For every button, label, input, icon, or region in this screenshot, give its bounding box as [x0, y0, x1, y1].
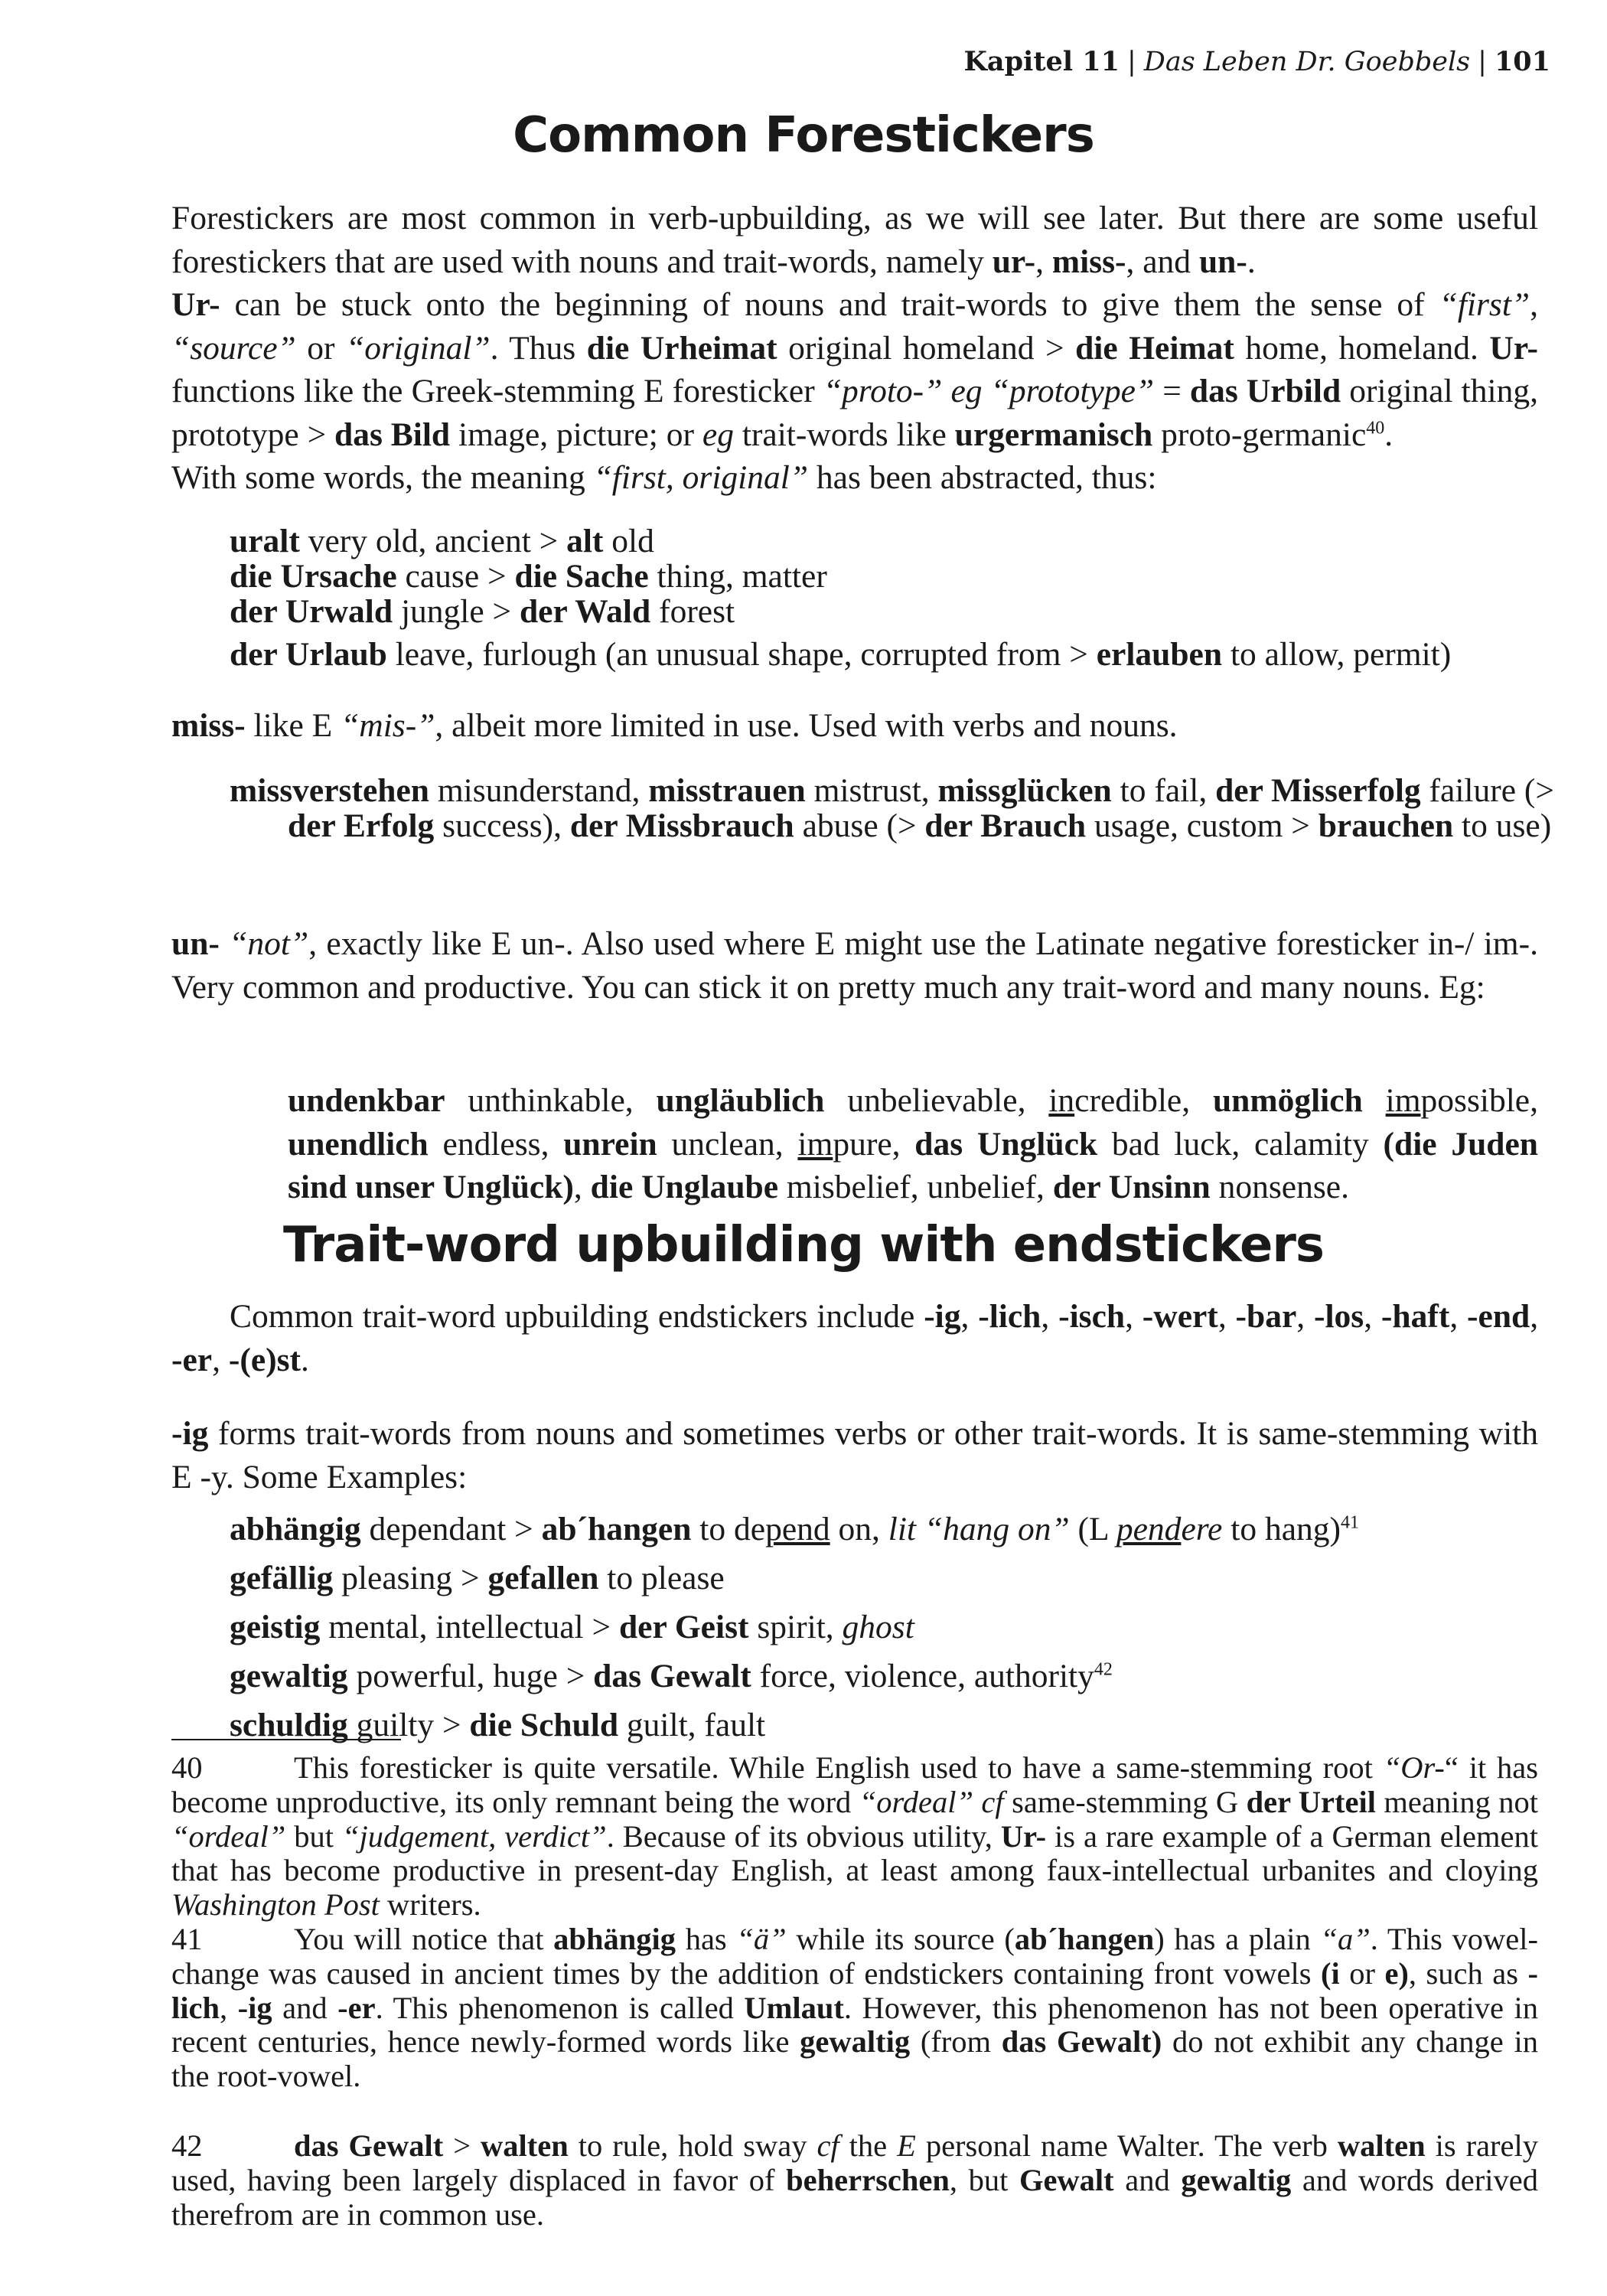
- footnote-ref-40[interactable]: 40: [1366, 418, 1385, 438]
- un-paragraph: un- “not”, exactly like E un-. Also used where E might use the Latinate negative foresticker in-/ im-. Very common and productive. You can stick it on pretty much any trait-word and many nouns. Eg:: [171, 925, 1538, 1006]
- chapter-label: Kapitel 11: [963, 46, 1120, 77]
- footnote-ref-41[interactable]: 41: [1341, 1512, 1360, 1533]
- page-number: 101: [1494, 46, 1550, 77]
- section-heading-common-forestickers: Common Forestickers: [513, 107, 1094, 164]
- un-examples: undenkbar unthinkable, ungläublich unbelievable, incredible, unmöglich impossible, unendlich endless, unrein unclean, impure, das Unglück bad luck, calamity (die Juden sind unser Unglück), die Unglaube misbelief, unbelief, der Unsinn nonsense.: [288, 1082, 1538, 1205]
- ig-examples: [230, 1505, 1538, 1750]
- list-item: schuldig guilty > die Schuld guilt, fault: [230, 1707, 766, 1743]
- miss-examples: missverstehen misunderstand, misstrauen mistrust, missglücken to fail, der Misserfolg failure (> der Erfolg success), der Missbrauch abuse (> der Brauch usage, custom > brauchen to use): [230, 772, 1554, 844]
- footnote-40: 40 This foresticker is quite versatile. While English used to have a same-stemming root “Or-“ it has become unproductive, its only remnant being the word “ordeal” cf same-stemming G der Urteil meaning not “ordeal” but “judgement, verdict”. Because of its obvious utility, Ur- is a rare example of a German element that has become productive in present-day English, at least among faux-intellectual urbanites and cloying Washington Post writers.: [171, 1750, 1539, 1923]
- intro-paragraph: Forestickers are most common in verb-upbuilding, as we will see later. But there are some useful forestickers that are used with nouns and trait-words, namely ur-, miss-, and un-. Ur- can be stuck onto the beginning of nouns and trait-words to give them the sense of “first”, “source” or “original”. Thus die Urheimat original homeland > die Heimat home, homeland. Ur- functions like the Greek-stemming E foresticker “proto-” eg “prototype” = das Urbild original thing, prototype > das Bild image, picture; or eg trait-words like urgermanisch proto-germanic$^{40}$. With some words, the meaning “first, original” has been abstracted, thus:: [171, 200, 1538, 496]
- list-item: abhängig dependant > ab´hangen to depend on, lit “hang on” (L pendere to hang)$^{41}$: [230, 1511, 1360, 1548]
- list-item: der Urwald jungle > der Wald forest: [230, 593, 735, 630]
- running-header: [963, 46, 1550, 77]
- footnote-42: 42 das Gewalt > walten to rule, hold sway cf the E personal name Walter. The verb walten is rarely used, having been largely displaced in favor of beherrschen, but Gewalt and gewaltig and words derived therefrom are in common use.: [171, 2128, 1539, 2232]
- list-item: der Urlaub leave, furlough (an unusual shape, corrupted from > erlauben to allow, permit): [230, 636, 1452, 673]
- header-separator: |: [1478, 47, 1487, 77]
- ur-paragraph: Ur- can be stuck onto the beginning of nouns and trait-words to give them the sense of “first”, “source” or “original”. Thus die Urheimat original homeland > die Heimat home, homeland. Ur- functions like the Greek-stemming E foresticker “proto-” eg “prototype” = das Urbild original thing, prototype > das Bild image, picture; or eg trait-words like urgermanisch proto-germanic$^{40}$.: [171, 286, 1538, 453]
- chapter-title: Das Leben Dr. Goebbels: [1143, 47, 1471, 77]
- ig-paragraph: -ig forms trait-words from nouns and sometimes verbs or other trait-words. It is same-stemming with E -y. Some Examples:: [171, 1415, 1538, 1495]
- list-item: geistig mental, intellectual > der Geist spirit, ghost: [230, 1609, 914, 1645]
- ur-examples: [230, 523, 1538, 672]
- section-heading-trait-word-upbuilding: Trait-word upbuilding with endstickers: [283, 1217, 1324, 1274]
- miss-paragraph: miss- like E “mis-”, albeit more limited in use. Used with verbs and nouns.: [171, 707, 1178, 744]
- footnote-41: 41 You will notice that abhängig has “ä” while its source (ab´hangen) has a plain “a”. This vowel-change was caused in ancient times by the addition of endstickers containing front vowels (i or e), such as -lich, -ig and -er. This phenomenon is called Umlaut. However, this phenomenon has not been operative in recent centuries, hence newly-formed words like gewaltig (from das Gewalt) do not exhibit any change in the root-vowel.: [171, 1922, 1539, 2094]
- list-item: uralt very old, ancient > alt old: [230, 523, 654, 559]
- footnote-divider: [171, 1739, 401, 1740]
- endsticker-intro: Common trait-word upbuilding endstickers include -ig, -lich, -isch, -wert, -bar, -los, -haft, -end, -er, -(e)st.: [171, 1298, 1539, 1378]
- footnote-ref-42[interactable]: 42: [1094, 1659, 1113, 1680]
- header-separator: |: [1126, 47, 1136, 77]
- list-item: die Ursache cause > die Sache thing, matter: [230, 558, 827, 595]
- list-item: gefällig pleasing > gefallen to please: [230, 1560, 725, 1596]
- list-item: gewaltig powerful, huge > das Gewalt force, violence, authority$^{42}$: [230, 1658, 1113, 1694]
